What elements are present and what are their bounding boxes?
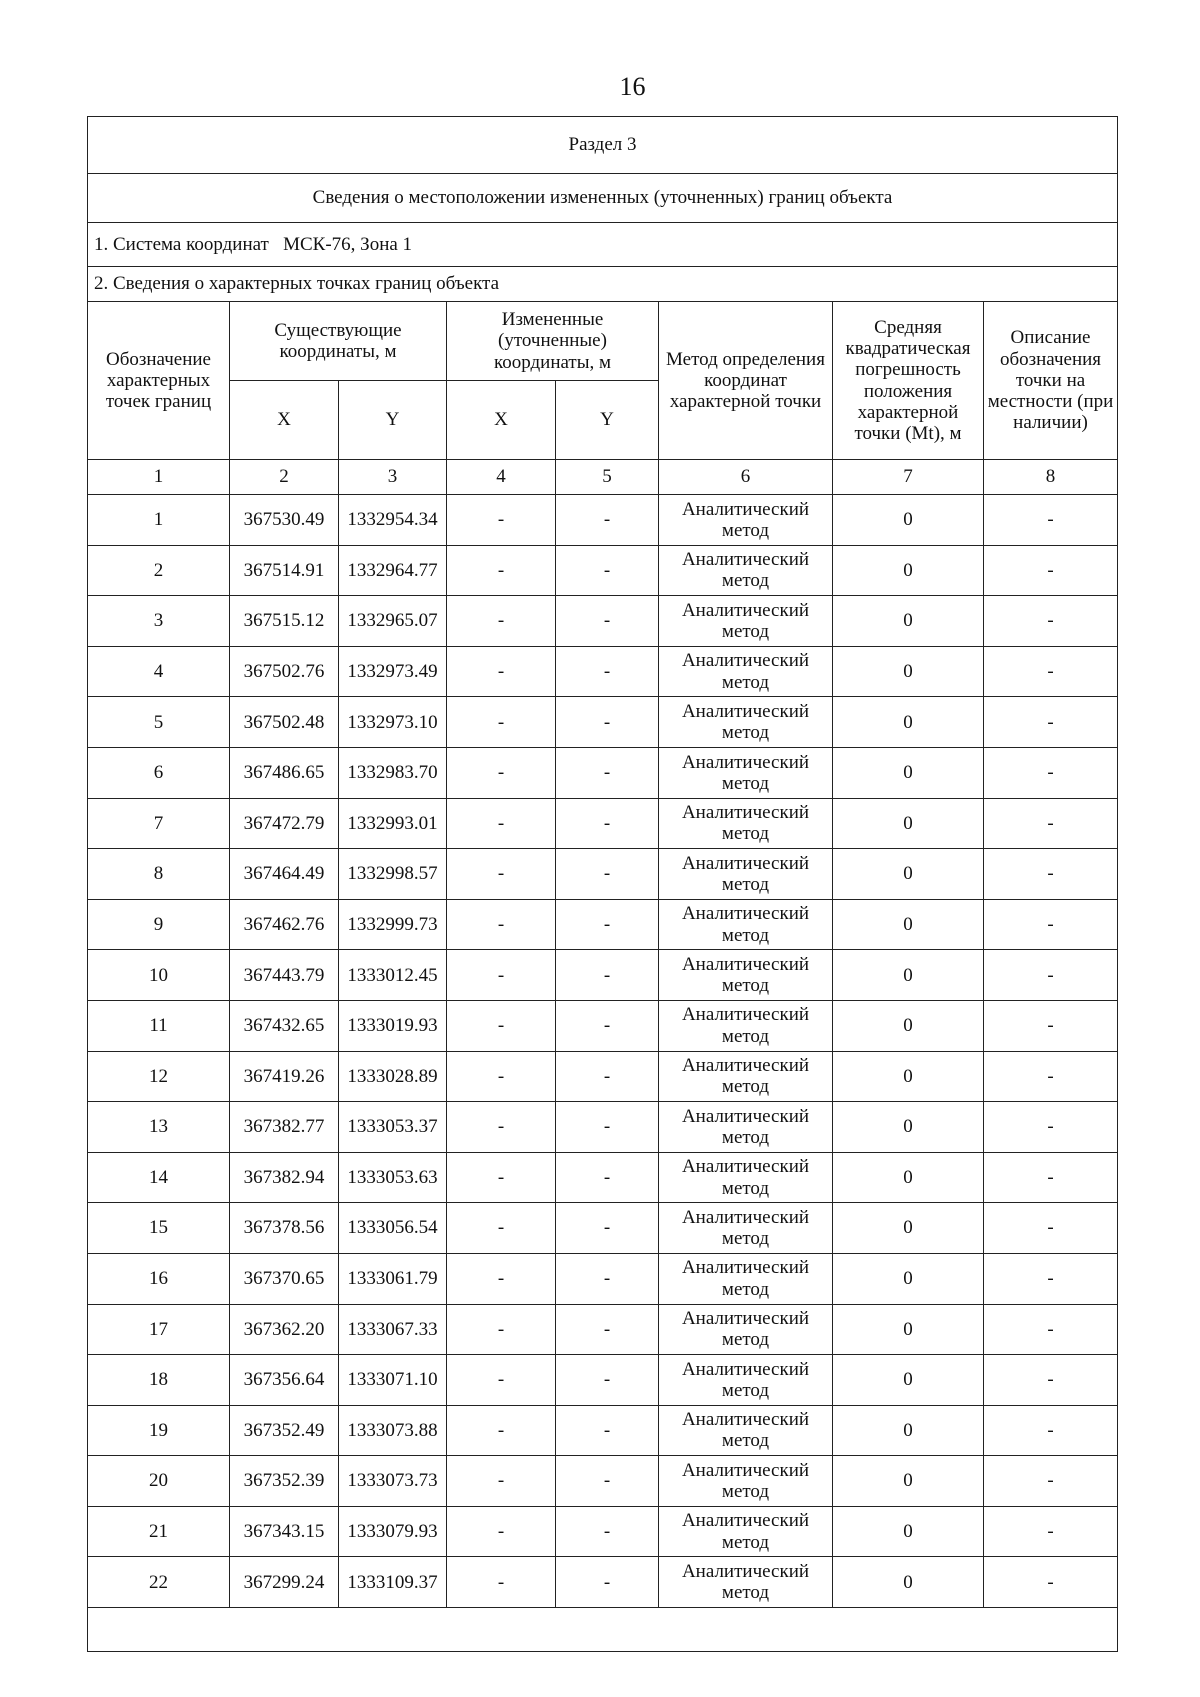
changed-x-cell: - [447, 1304, 556, 1355]
changed-y-cell: - [556, 596, 659, 647]
point-id-cell: 9 [88, 899, 230, 950]
point-id-cell: 19 [88, 1405, 230, 1456]
existing-x-cell: 367530.49 [230, 495, 339, 546]
existing-x-cell: 367370.65 [230, 1253, 339, 1304]
existing-x-cell: 367352.39 [230, 1456, 339, 1507]
existing-x-cell: 367472.79 [230, 798, 339, 849]
error-cell: 0 [833, 1506, 984, 1557]
changed-y-cell: - [556, 950, 659, 1001]
table-end-row [88, 1608, 1118, 1652]
error-cell: 0 [833, 495, 984, 546]
error-cell: 0 [833, 1102, 984, 1153]
existing-x-cell: 367362.20 [230, 1304, 339, 1355]
table-row [88, 1355, 1118, 1406]
error-cell: 0 [833, 1405, 984, 1456]
point-id-cell: 17 [88, 1304, 230, 1355]
table-row [88, 1456, 1118, 1507]
error-cell: 0 [833, 697, 984, 748]
description-cell: - [984, 1152, 1118, 1203]
changed-x-cell: - [447, 1456, 556, 1507]
method-cell: Аналитический метод [659, 697, 833, 748]
column-number-row [88, 460, 1118, 495]
method-cell: Аналитический метод [659, 545, 833, 596]
error-cell: 0 [833, 747, 984, 798]
error-cell: 0 [833, 1051, 984, 1102]
changed-y-cell: - [556, 1405, 659, 1456]
changed-y-cell: - [556, 495, 659, 546]
changed-y-cell: - [556, 1152, 659, 1203]
table-row [88, 849, 1118, 900]
header-changed-coords: Измененные (уточненные) координаты, м [447, 302, 659, 381]
changed-y-cell: - [556, 1102, 659, 1153]
table-row [88, 596, 1118, 647]
existing-x-cell: 367356.64 [230, 1355, 339, 1406]
description-cell: - [984, 950, 1118, 1001]
point-id-cell: 4 [88, 646, 230, 697]
existing-x-cell: 367419.26 [230, 1051, 339, 1102]
method-cell: Аналитический метод [659, 1253, 833, 1304]
changed-x-cell: - [447, 1557, 556, 1608]
changed-y-cell: - [556, 1051, 659, 1102]
changed-y-cell: - [556, 545, 659, 596]
changed-y-cell: - [556, 1304, 659, 1355]
method-cell: Аналитический метод [659, 798, 833, 849]
changed-y-cell: - [556, 1000, 659, 1051]
table-row [88, 1506, 1118, 1557]
table-row [88, 1102, 1118, 1153]
error-cell: 0 [833, 545, 984, 596]
description-cell: - [984, 646, 1118, 697]
existing-y-cell: 1333067.33 [339, 1304, 447, 1355]
existing-y-cell: 1333071.10 [339, 1355, 447, 1406]
method-cell: Аналитический метод [659, 899, 833, 950]
table-row [88, 1152, 1118, 1203]
changed-x-cell: - [447, 747, 556, 798]
error-cell: 0 [833, 596, 984, 647]
changed-x-cell: - [447, 798, 556, 849]
changed-x-cell: - [447, 1051, 556, 1102]
existing-y-cell: 1332973.49 [339, 646, 447, 697]
changed-y-cell: - [556, 1355, 659, 1406]
table-row [88, 495, 1118, 546]
method-cell: Аналитический метод [659, 1152, 833, 1203]
description-cell: - [984, 545, 1118, 596]
existing-x-cell: 367462.76 [230, 899, 339, 950]
table-row [88, 646, 1118, 697]
column-number: 2 [230, 460, 339, 495]
changed-x-cell: - [447, 1253, 556, 1304]
description-cell: - [984, 1456, 1118, 1507]
empty-cell [88, 1608, 1118, 1652]
table-row [88, 1000, 1118, 1051]
column-number: 8 [984, 460, 1118, 495]
section-subtitle: Сведения о местоположении измененных (уточненных) границ объекта [88, 174, 1118, 223]
existing-y-cell: 1333028.89 [339, 1051, 447, 1102]
point-id-cell: 13 [88, 1102, 230, 1153]
existing-x-cell: 367514.91 [230, 545, 339, 596]
changed-x-cell: - [447, 1506, 556, 1557]
point-id-cell: 8 [88, 849, 230, 900]
error-cell: 0 [833, 1000, 984, 1051]
existing-y-cell: 1332964.77 [339, 545, 447, 596]
description-cell: - [984, 1304, 1118, 1355]
existing-x-cell: 367378.56 [230, 1203, 339, 1254]
coord-system-label: 1. Система координат [94, 233, 269, 255]
error-cell: 0 [833, 849, 984, 900]
existing-y-cell: 1332973.10 [339, 697, 447, 748]
description-cell: - [984, 747, 1118, 798]
changed-x-cell: - [447, 596, 556, 647]
existing-x-cell: 367502.48 [230, 697, 339, 748]
existing-y-cell: 1333061.79 [339, 1253, 447, 1304]
point-id-cell: 11 [88, 1000, 230, 1051]
changed-y-cell: - [556, 1203, 659, 1254]
point-id-cell: 21 [88, 1506, 230, 1557]
changed-y-cell: - [556, 747, 659, 798]
point-id-cell: 16 [88, 1253, 230, 1304]
method-cell: Аналитический метод [659, 1203, 833, 1254]
header-method: Метод определения координат характерной точки [659, 302, 833, 460]
changed-y-cell: - [556, 1557, 659, 1608]
existing-y-cell: 1333019.93 [339, 1000, 447, 1051]
error-cell: 0 [833, 1304, 984, 1355]
method-cell: Аналитический метод [659, 747, 833, 798]
point-id-cell: 14 [88, 1152, 230, 1203]
existing-x-cell: 367352.49 [230, 1405, 339, 1456]
point-id-cell: 2 [88, 545, 230, 596]
description-cell: - [984, 899, 1118, 950]
changed-x-cell: - [447, 545, 556, 596]
table-row [88, 1051, 1118, 1102]
existing-y-cell: 1333012.45 [339, 950, 447, 1001]
table-row [88, 1304, 1118, 1355]
description-cell: - [984, 1405, 1118, 1456]
changed-x-cell: - [447, 1102, 556, 1153]
description-cell: - [984, 1506, 1118, 1557]
existing-y-cell: 1333109.37 [339, 1557, 447, 1608]
existing-x-cell: 367299.24 [230, 1557, 339, 1608]
boundary-points-table [87, 116, 1118, 1652]
existing-y-cell: 1333073.88 [339, 1405, 447, 1456]
existing-x-cell: 367343.15 [230, 1506, 339, 1557]
header-designation: Обозначение характерных точек границ [88, 302, 230, 460]
existing-y-cell: 1333053.63 [339, 1152, 447, 1203]
description-cell: - [984, 495, 1118, 546]
error-cell: 0 [833, 1253, 984, 1304]
changed-y-cell: - [556, 646, 659, 697]
point-id-cell: 22 [88, 1557, 230, 1608]
point-id-cell: 10 [88, 950, 230, 1001]
existing-y-cell: 1332954.34 [339, 495, 447, 546]
header-description: Описание обозначения точки на местности (при наличии) [984, 302, 1118, 460]
method-cell: Аналитический метод [659, 646, 833, 697]
error-cell: 0 [833, 1203, 984, 1254]
method-cell: Аналитический метод [659, 495, 833, 546]
header-changed-x: X [447, 381, 556, 460]
column-number: 1 [88, 460, 230, 495]
existing-x-cell: 367464.49 [230, 849, 339, 900]
changed-y-cell: - [556, 1456, 659, 1507]
column-number: 4 [447, 460, 556, 495]
existing-x-cell: 367515.12 [230, 596, 339, 647]
error-cell: 0 [833, 798, 984, 849]
header-changed-y: Y [556, 381, 659, 460]
changed-x-cell: - [447, 849, 556, 900]
description-cell: - [984, 1253, 1118, 1304]
header-existing-x: X [230, 381, 339, 460]
header-existing-coords: Существующие координаты, м [230, 302, 447, 381]
description-cell: - [984, 596, 1118, 647]
existing-y-cell: 1332998.57 [339, 849, 447, 900]
method-cell: Аналитический метод [659, 596, 833, 647]
table-row [88, 1557, 1118, 1608]
existing-x-cell: 367486.65 [230, 747, 339, 798]
error-cell: 0 [833, 646, 984, 697]
error-cell: 0 [833, 899, 984, 950]
error-cell: 0 [833, 1557, 984, 1608]
method-cell: Аналитический метод [659, 1506, 833, 1557]
existing-y-cell: 1333073.73 [339, 1456, 447, 1507]
section-title: Раздел 3 [88, 117, 1118, 174]
point-id-cell: 15 [88, 1203, 230, 1254]
coordinate-system [88, 223, 1118, 267]
description-cell: - [984, 849, 1118, 900]
point-id-cell: 5 [88, 697, 230, 748]
point-id-cell: 7 [88, 798, 230, 849]
column-number: 6 [659, 460, 833, 495]
existing-x-cell: 367502.76 [230, 646, 339, 697]
point-id-cell: 12 [88, 1051, 230, 1102]
column-number: 7 [833, 460, 984, 495]
error-cell: 0 [833, 1152, 984, 1203]
table-row [88, 1203, 1118, 1254]
existing-y-cell: 1332999.73 [339, 899, 447, 950]
header-existing-y: Y [339, 381, 447, 460]
changed-y-cell: - [556, 798, 659, 849]
changed-x-cell: - [447, 697, 556, 748]
changed-x-cell: - [447, 495, 556, 546]
changed-x-cell: - [447, 899, 556, 950]
existing-y-cell: 1332965.07 [339, 596, 447, 647]
description-cell: - [984, 697, 1118, 748]
changed-y-cell: - [556, 849, 659, 900]
changed-x-cell: - [447, 1000, 556, 1051]
page-number: 16 [619, 72, 646, 101]
table-row [88, 747, 1118, 798]
table-row [88, 798, 1118, 849]
points-info-heading: 2. Сведения о характерных точках границ объекта [88, 267, 1118, 302]
method-cell: Аналитический метод [659, 849, 833, 900]
changed-x-cell: - [447, 646, 556, 697]
description-cell: - [984, 798, 1118, 849]
coord-system-value: МСК-76, Зона 1 [283, 233, 413, 255]
changed-y-cell: - [556, 1506, 659, 1557]
table-row [88, 899, 1118, 950]
existing-x-cell: 367432.65 [230, 1000, 339, 1051]
description-cell: - [984, 1000, 1118, 1051]
point-id-cell: 1 [88, 495, 230, 546]
changed-y-cell: - [556, 899, 659, 950]
changed-x-cell: - [447, 950, 556, 1001]
error-cell: 0 [833, 950, 984, 1001]
method-cell: Аналитический метод [659, 1000, 833, 1051]
existing-y-cell: 1332983.70 [339, 747, 447, 798]
description-cell: - [984, 1102, 1118, 1153]
method-cell: Аналитический метод [659, 1557, 833, 1608]
changed-y-cell: - [556, 697, 659, 748]
method-cell: Аналитический метод [659, 1102, 833, 1153]
existing-y-cell: 1332993.01 [339, 798, 447, 849]
changed-x-cell: - [447, 1152, 556, 1203]
header-error: Средняя квадратическая погрешность положения характерной точки (Mt), м [833, 302, 984, 460]
table-row [88, 1253, 1118, 1304]
table-row [88, 1405, 1118, 1456]
point-id-cell: 20 [88, 1456, 230, 1507]
method-cell: Аналитический метод [659, 1405, 833, 1456]
method-cell: Аналитический метод [659, 950, 833, 1001]
description-cell: - [984, 1557, 1118, 1608]
method-cell: Аналитический метод [659, 1051, 833, 1102]
changed-x-cell: - [447, 1405, 556, 1456]
method-cell: Аналитический метод [659, 1355, 833, 1406]
table-row [88, 950, 1118, 1001]
changed-y-cell: - [556, 1253, 659, 1304]
existing-x-cell: 367382.94 [230, 1152, 339, 1203]
existing-y-cell: 1333056.54 [339, 1203, 447, 1254]
error-cell: 0 [833, 1355, 984, 1406]
existing-y-cell: 1333079.93 [339, 1506, 447, 1557]
column-number: 3 [339, 460, 447, 495]
existing-y-cell: 1333053.37 [339, 1102, 447, 1153]
point-id-cell: 3 [88, 596, 230, 647]
changed-x-cell: - [447, 1355, 556, 1406]
table-row [88, 697, 1118, 748]
changed-x-cell: - [447, 1203, 556, 1254]
table-row [88, 545, 1118, 596]
error-cell: 0 [833, 1456, 984, 1507]
point-id-cell: 6 [88, 747, 230, 798]
method-cell: Аналитический метод [659, 1456, 833, 1507]
column-number: 5 [556, 460, 659, 495]
description-cell: - [984, 1355, 1118, 1406]
method-cell: Аналитический метод [659, 1304, 833, 1355]
description-cell: - [984, 1051, 1118, 1102]
description-cell: - [984, 1203, 1118, 1254]
existing-x-cell: 367443.79 [230, 950, 339, 1001]
point-id-cell: 18 [88, 1355, 230, 1406]
existing-x-cell: 367382.77 [230, 1102, 339, 1153]
